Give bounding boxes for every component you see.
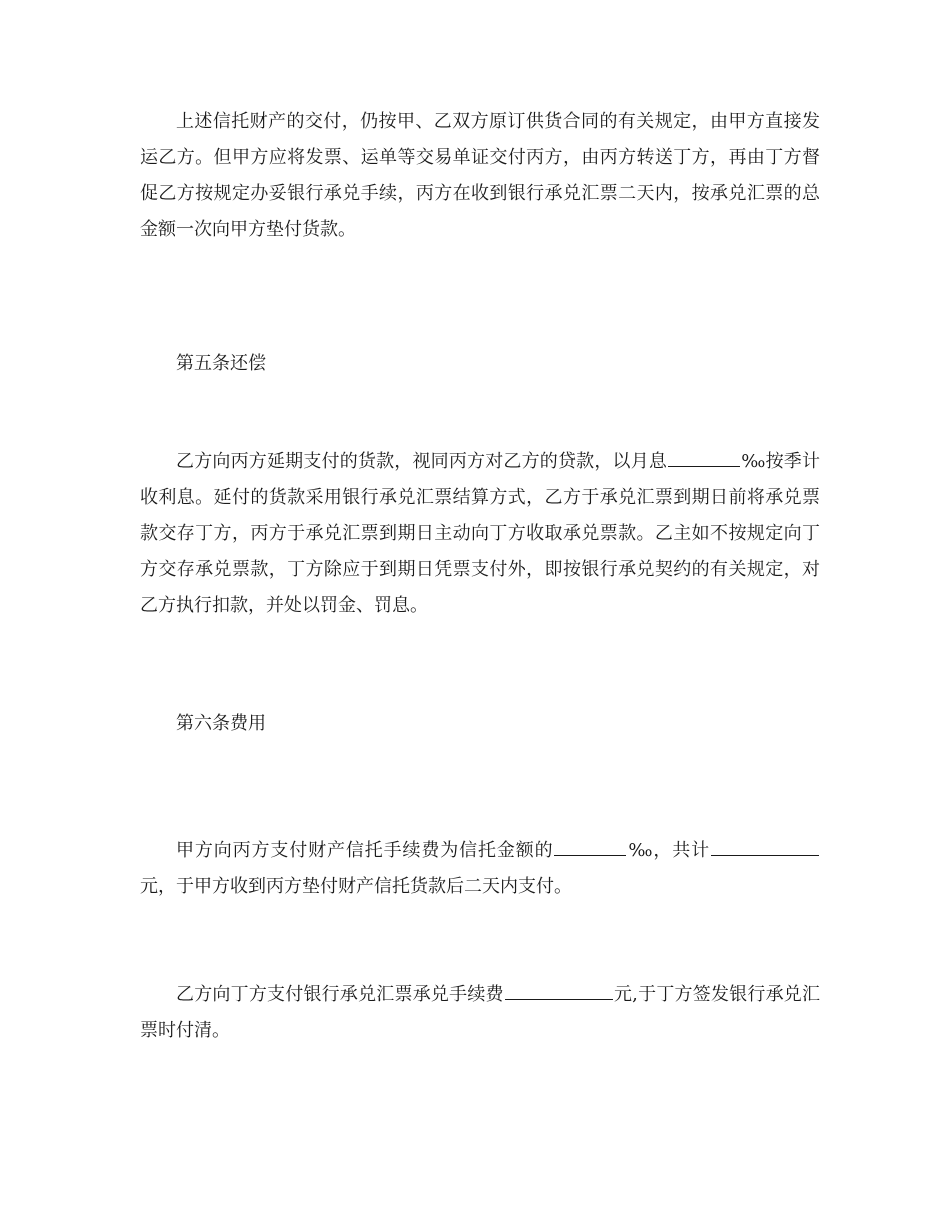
article-6-fee-text-part3: 元，于甲方收到丙方垫付财产信托货款后二天内支付。: [140, 876, 572, 897]
delivery-clause: [140, 104, 820, 248]
fee-total-blank[interactable]: [711, 837, 819, 856]
article-6-acceptance-text-part1: 乙方向丁方支付银行承兑汇票承兑手续费: [176, 984, 504, 1005]
article-6-acceptance-text-part2: 元,于丁方签发银行承兑汇票时付清。: [140, 984, 820, 1041]
article-5-paragraph: [140, 444, 820, 624]
article-6-heading: 第六条费用: [176, 713, 266, 734]
fee-rate-blank[interactable]: [554, 837, 626, 856]
article-6-fee-text-part1: 甲方向丙方支付财产信托手续费为信托金额的: [176, 840, 554, 861]
article-6-acceptance-paragraph: [140, 977, 820, 1049]
article-6-fee-text-part2: ‰，共计: [627, 840, 711, 861]
article-6-acceptance-clause: [140, 977, 820, 1049]
article-6-fee-clause: [140, 833, 820, 905]
article-5-text-part1: 乙方向丙方延期支付的货款，视同丙方对乙方的贷款，以月息: [176, 451, 668, 472]
article-6-fee-paragraph: [140, 833, 820, 905]
monthly-interest-blank[interactable]: [668, 448, 740, 467]
acceptance-fee-blank[interactable]: [505, 981, 613, 1000]
article-5-heading: 第五条还偿: [176, 353, 266, 374]
delivery-paragraph: 上述信托财产的交付，仍按甲、乙双方原订供货合同的有关规定，由甲方直接发运乙方。但甲方应将发票、运单等交易单证交付丙方，由丙方转送丁方，再由丁方督促乙方按规定办妥银行承兑手续，丙方在收到银行承兑汇票二天内，按承兑汇票的总金额一次向甲方垫付货款。: [140, 111, 820, 240]
article-5-text-part2: ‰按季计收利息。延付的货款采用银行承兑汇票结算方式，乙方于承兑汇票到期日前将承兑票款交存丁方，丙方于承兑汇票到期日主动向丁方收取承兑票款。乙主如不按规定向丁方交存承兑票款，丁方除应于到期日凭票支付外，即按银行承兑契约的有关规定，对乙方执行扣款，并处以罚金、罚息。: [140, 451, 820, 616]
article-5-clause: [140, 444, 820, 624]
